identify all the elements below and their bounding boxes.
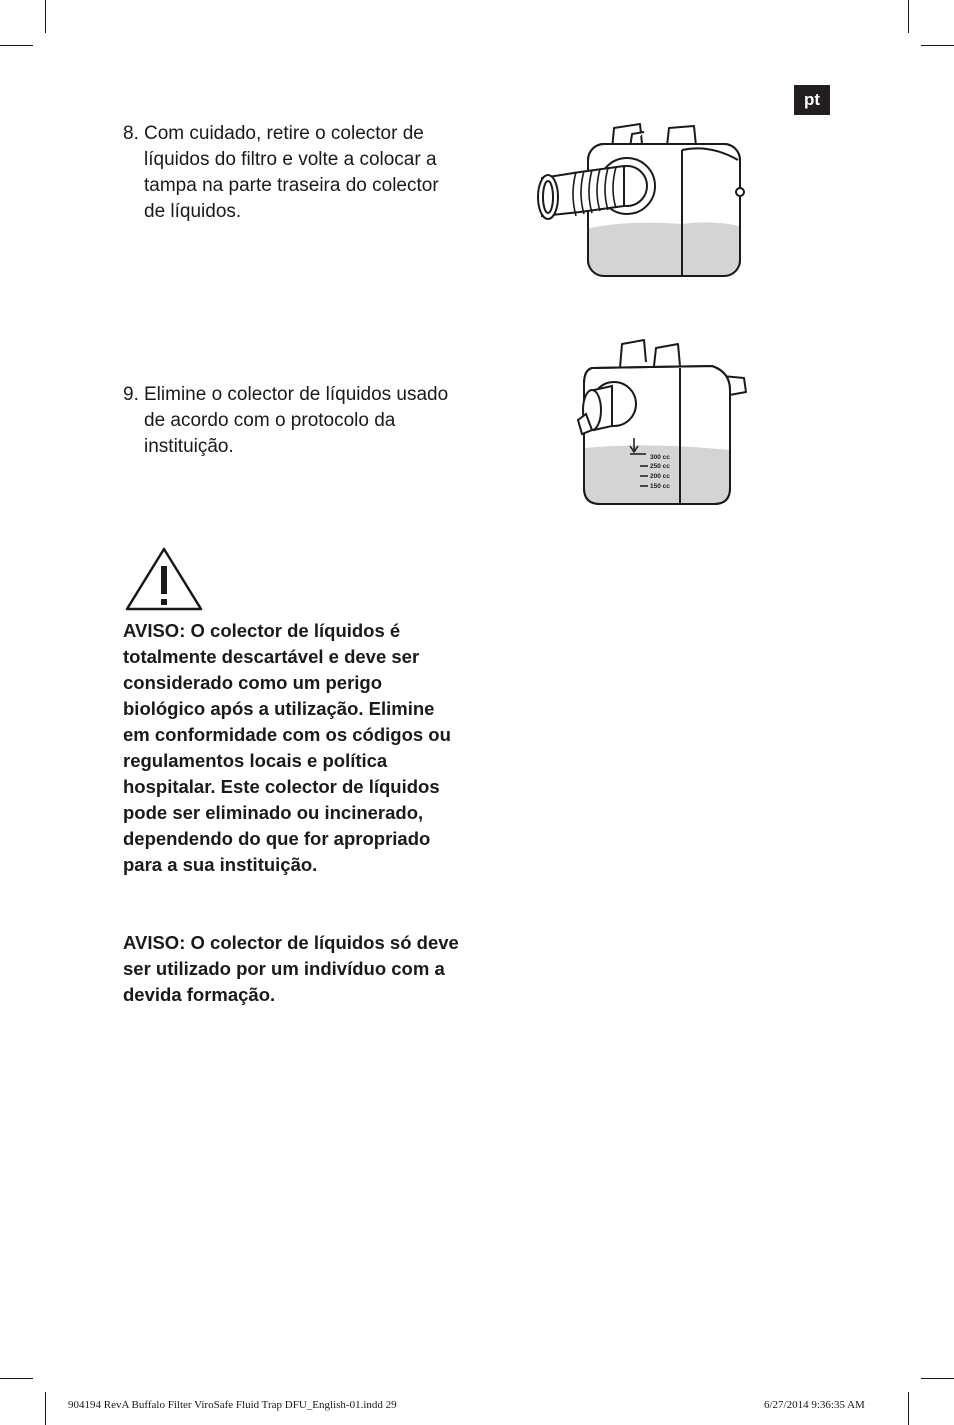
crop-mark-bottom-right-vertical	[908, 1392, 909, 1425]
step-text: Com cuidado, retire o colector de líquidos do filtro e volte a colocar a tampa na parte traseira do colector de líquidos.	[144, 123, 439, 222]
language-tab: pt	[794, 85, 830, 115]
crop-mark-bottom-left-vertical	[45, 1392, 46, 1425]
step-text: Elimine o colector de líquidos usado de acordo com o protocolo da instituição.	[144, 384, 449, 457]
scale-label: 300 cc	[650, 454, 670, 461]
step-9	[123, 382, 463, 460]
warning-text-disposal: AVISO: O colector de líquidos é totalmente descartável e deve ser considerado como um perigo biológico após a utilização. Elimine em conformidade com os códigos ou regulamentos locais e política hospitalar. Este colector de líquidos pode ser eliminado ou incinerado, dependendo do que for apropriado para a sua instituição.	[123, 620, 451, 875]
capped-fluid-trap-illustration	[572, 338, 752, 510]
crop-mark-bottom-right-horizontal	[921, 1378, 954, 1379]
footer-timestamp: 6/27/2014 9:36:35 AM	[764, 1399, 865, 1411]
crop-mark-top-right-vertical	[908, 0, 909, 33]
step-8	[123, 121, 463, 225]
scale-label: 150 cc	[650, 483, 670, 490]
footer-file-info: 904194 RevA Buffalo Filter ViroSafe Fluid Trap DFU_English-01.indd 29	[68, 1399, 397, 1411]
step-number: 8.	[123, 123, 139, 144]
warning-text-training: AVISO: O colector de líquidos só deve ser utilizado por um indivíduo com a devida formação.	[123, 932, 459, 1005]
fluid-trap-with-connector-illustration	[532, 120, 752, 285]
crop-mark-bottom-left-horizontal	[0, 1378, 33, 1379]
crop-mark-top-right-horizontal	[921, 45, 954, 46]
crop-mark-top-left-horizontal	[0, 45, 33, 46]
step-number: 9.	[123, 384, 139, 405]
scale-label: 200 cc	[650, 473, 670, 480]
scale-label: 250 cc	[650, 463, 670, 470]
crop-mark-top-left-vertical	[45, 0, 46, 33]
warning-triangle-icon	[124, 546, 204, 612]
